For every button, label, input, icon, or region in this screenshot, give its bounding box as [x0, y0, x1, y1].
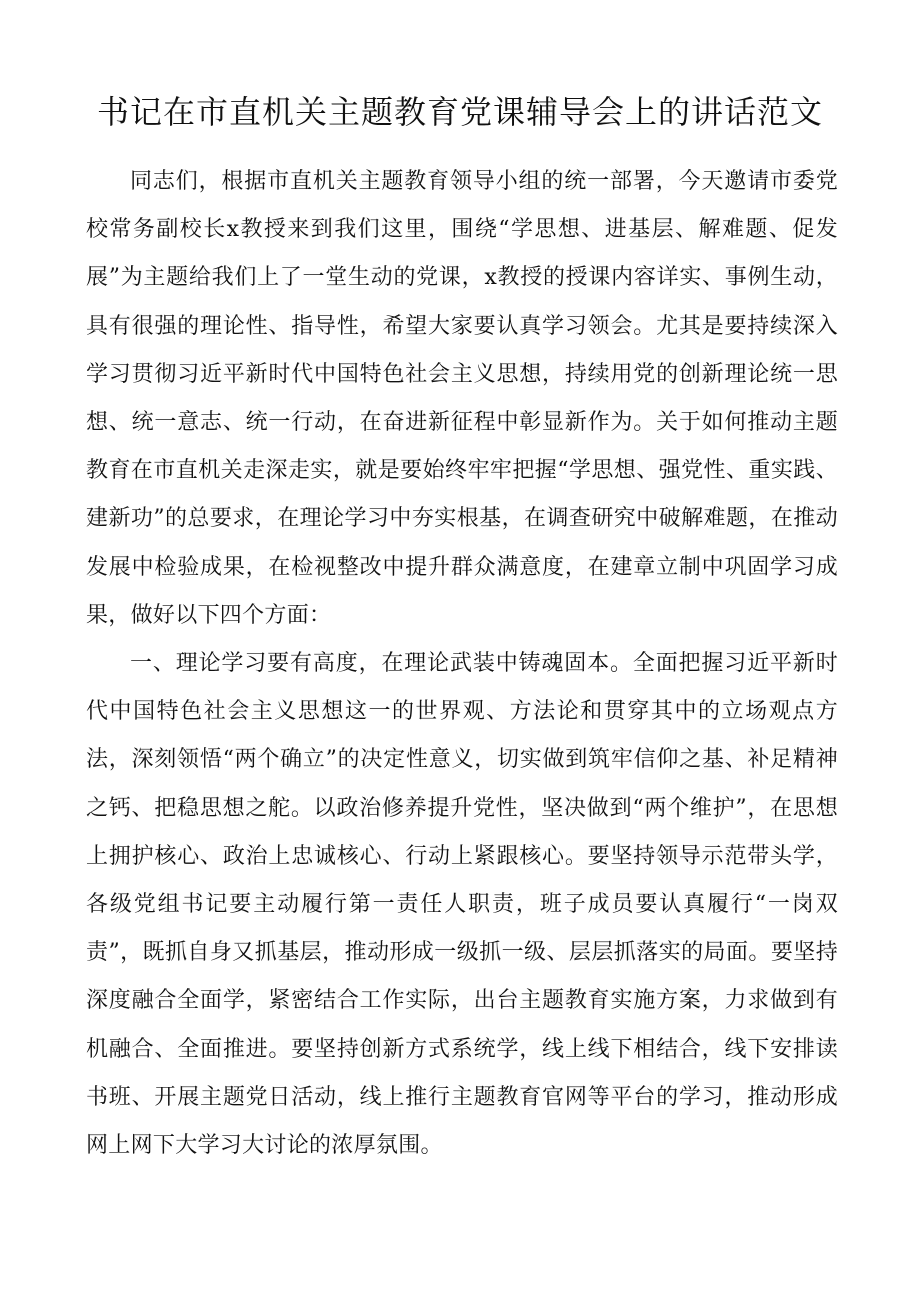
- paragraph-section-one: 一、理论学习要有高度，在理论武装中铸魂固本。全面把握习近平新时代中国特色社会主义思想这一的世界观、方法论和贯穿其中的立场观点方法，深刻领悟“两个确立”的决定性意义，切实做到筑牢信仰之基、补足精神之钙、把稳思想之舵。以政治修养提升党性，坚决做到“两个维护”，在思想上拥护核心、政治上忠诚核心、行动上紧跟核心。要坚持领导示范带头学，各级党组书记要主动履行第一责任人职责，班子成员要认真履行“一岗双责”，既抓自身又抓基层，推动形成一级抓一级、层层抓落实的局面。要坚持深度融合全面学，紧密结合工作实际，出台主题教育实施方案，力求做到有机融合、全面推进。要坚持创新方式系统学，线上线下相结合，线下安排读书班、开展主题党日活动，线上推行主题教育官网等平台的学习，推动形成网上网下大学习大讨论的浓厚氛围。: [86, 651, 838, 1159]
- document-body: [86, 158, 838, 1170]
- document-title: 书记在市直机关主题教育党课辅导会上的讲话范文: [96, 93, 823, 131]
- paragraph-intro: 同志们，根据市直机关主题教育领导小组的统一部署，今天邀请市委党校常务副校长x教授来到我们这里，围绕“学思想、进基层、解难题、促发展”为主题给我们上了一堂生动的党课，x教授的授课内容详实、事例生动，具有很强的理论性、指导性，希望大家要认真学习领会。尤其是要持续深入学习贯彻习近平新时代中国特色社会主义思想，持续用党的创新理论统一思想、统一意志、统一行动，在奋进新征程中彰显新作为。关于如何推动主题教育在市直机关走深走实，就是要始终牢牢把握“学思想、强党性、重实践、建新功”的总要求，在理论学习中夯实根基，在调查研究中破解难题，在推动发展中检验成果，在检视整改中提升群众满意度，在建章立制中巩固学习成果，做好以下四个方面：: [86, 169, 838, 628]
